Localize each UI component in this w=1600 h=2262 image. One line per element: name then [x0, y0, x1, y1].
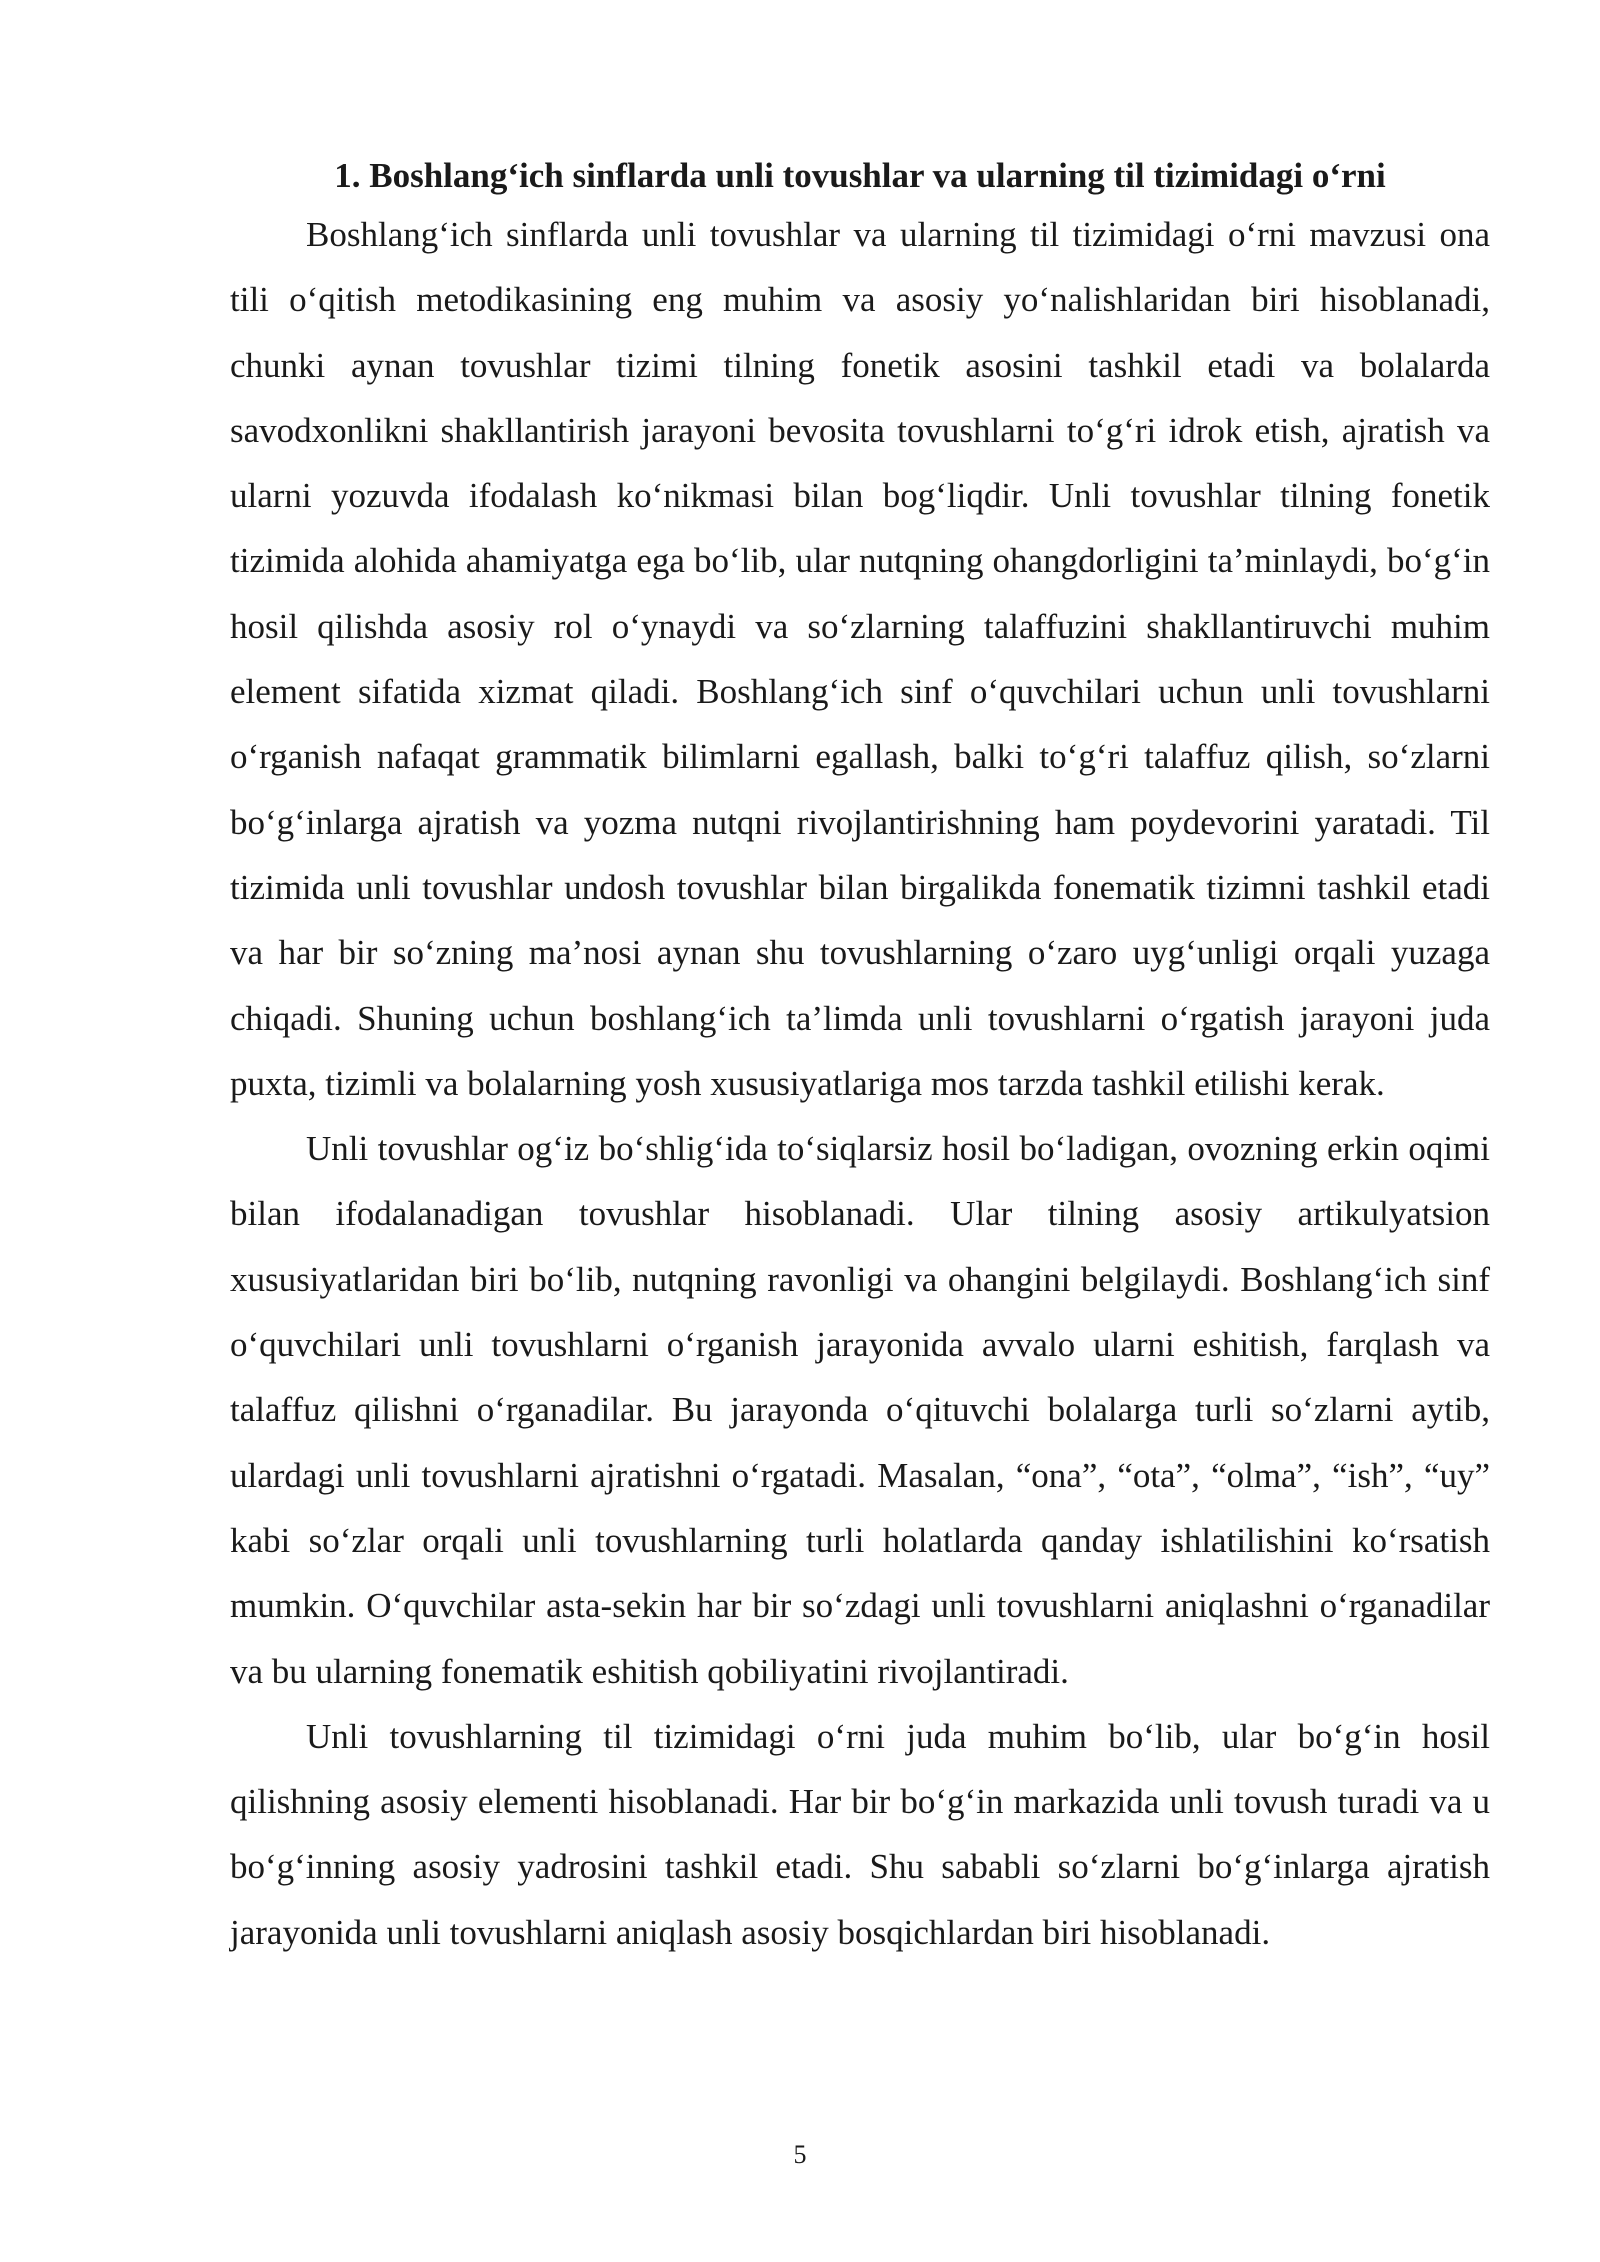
body-paragraph: Unli tovushlar og‘iz bo‘shlig‘ida to‘siqlarsiz hosil bo‘ladigan, ovozning erkin oqimi bilan ifodalanadigan tovushlar hisoblanadi. Ular tilning asosiy artikulyatsion xususiyatlaridan biri bo‘lib, nutqning ravonligi va ohangini belgilaydi. Boshlang‘ich sinf o‘quvchilari unli tovushlarni o‘rganish jarayonida avvalo ularni eshitish, farqlash va talaffuz qilishni o‘rganadilar. Bu jarayonda o‘qituvchi bolalarga turli so‘zlarni aytib, ulardagi unli tovushlarni ajratishni o‘rgatadi. Masalan, “ona”, “ota”, “olma”, “ish”, “uy” kabi so‘zlar orqali unli tovushlarning turli holatlarda qanday ishlatilishini ko‘rsatish mumkin. O‘quvchilar asta-sekin har bir so‘zdagi unli tovushlarni aniqlashni o‘rganadilar va bu ularning fonematik eshitish qobiliyatini rivojlantiradi.: [230, 1129, 1490, 1691]
section-heading: 1. Boshlang‘ich sinflarda unli tovushlar va ularning til tizimidagi o‘rni: [334, 156, 1386, 195]
body-paragraph: Unli tovushlarning til tizimidagi o‘rni juda muhim bo‘lib, ular bo‘g‘in hosil qilishning asosiy elementi hisoblanadi. Har bir bo‘g‘in markazida unli tovush turadi va u bo‘g‘inning asosiy yadrosini tashkil etadi. Shu sababli so‘zlarni bo‘g‘inlarga ajratish jarayonida unli tovushlarni aniqlash asosiy bosqichlardan biri hisoblanadi.: [230, 1716, 1490, 1952]
page-content: [230, 150, 1490, 1965]
page-number: 5: [793, 2140, 807, 2169]
body-paragraph: Boshlang‘ich sinflarda unli tovushlar va ularning til tizimidagi o‘rni mavzusi ona tili o‘qitish metodikasining eng muhim va asosiy yo‘nalishlaridan biri hisoblanadi, chunki aynan tovushlar tizimi tilning fonetik asosini tashkil etadi va bolalarda savodxonlikni shakllantirish jarayoni bevosita tovushlarni to‘g‘ri idrok etish, ajratish va ularni yozuvda ifodalash ko‘nikmasi bilan bog‘liqdir. Unli tovushlar tilning fonetik tizimida alohida ahamiyatga ega bo‘lib, ular nutqning ohangdorligini ta’minlaydi, bo‘g‘in hosil qilishda asosiy rol o‘ynaydi va so‘zlarning talaffuzini shakllantiruvchi muhim element sifatida xizmat qiladi. Boshlang‘ich sinf o‘quvchilari uchun unli tovushlarni o‘rganish nafaqat grammatik bilimlarni egallash, balki to‘g‘ri talaffuz qilish, so‘zlarni bo‘g‘inlarga ajratish va yozma nutqni rivojlantirishning ham poydevorini yaratadi. Til tizimida unli tovushlar undosh tovushlar bilan birgalikda fonematik tizimni tashkil etadi va har bir so‘zning ma’nosi aynan shu tovushlarning o‘zaro uyg‘unligi orqali yuzaga chiqadi. Shuning uchun boshlang‘ich ta’limda unli tovushlarni o‘rgatish jarayoni juda puxta, tizimli va bolalarning yosh xususiyatlariga mos tarzda tashkil etilishi kerak.: [230, 215, 1490, 1103]
